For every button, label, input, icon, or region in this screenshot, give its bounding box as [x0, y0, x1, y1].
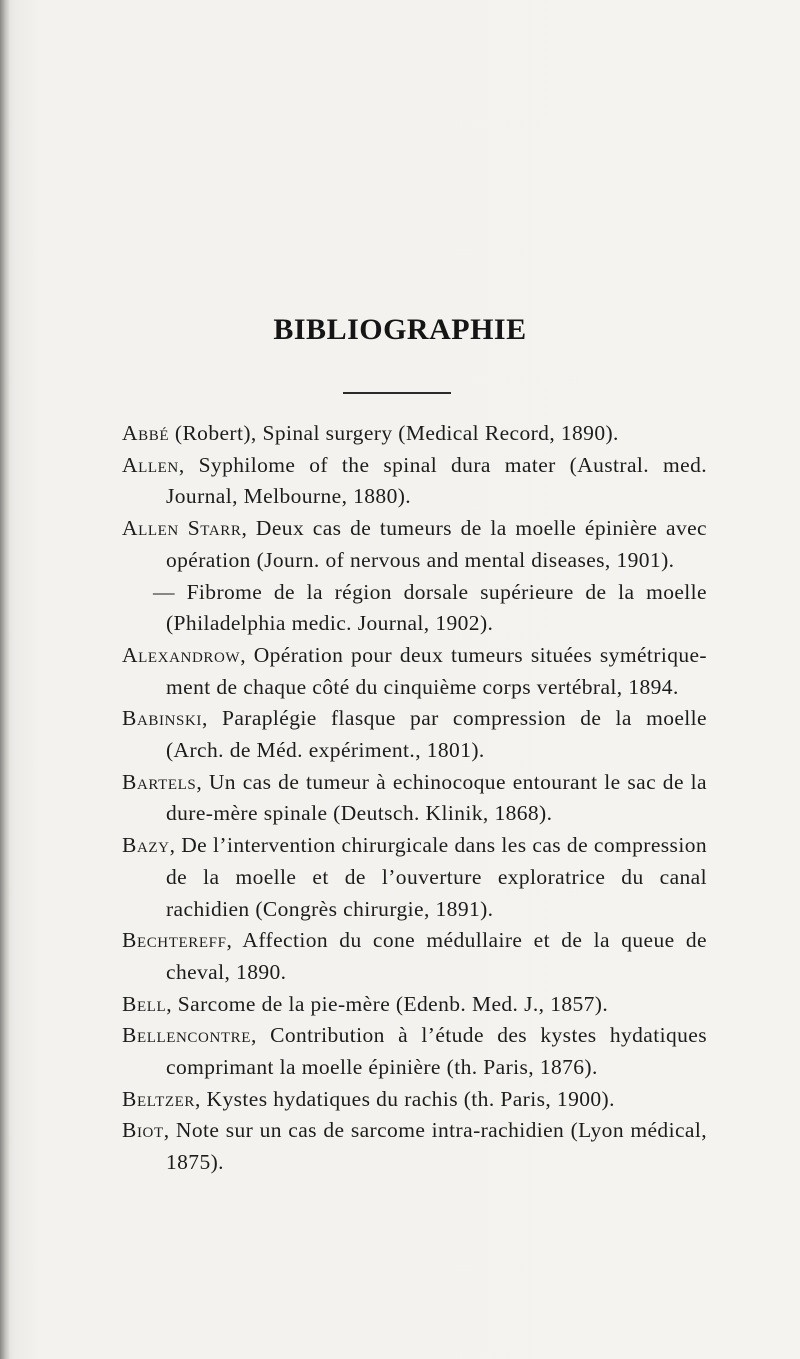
- entry-author: Bazy: [122, 833, 170, 858]
- bibliography-entry: [122, 577, 707, 640]
- entry-author: Bechtereff: [122, 928, 227, 953]
- entry-text: , Affection du cone médullaire et de la queue de cheval, 1890.: [166, 928, 707, 984]
- entry-text: , Un cas de tumeur à echinocoque entourant le sac de la dure-mère spinale (Deutsch. Klinik, 1868).: [166, 769, 707, 826]
- entry-author-dash: —: [153, 579, 175, 604]
- entry-author: Allen: [122, 452, 179, 477]
- bibliography-entry: [122, 418, 707, 450]
- bibliography-entry: [122, 513, 707, 576]
- bibliography-entry: [122, 640, 707, 703]
- entry-author: Allen Starr: [122, 516, 242, 541]
- entry-text: , Paraplégie flasque par compression de la moelle (Arch. de Méd. expériment., 1801).: [166, 706, 707, 763]
- entry-author: Abbé: [122, 421, 170, 445]
- entry-text: , Sarcome de la pie-mère (Edenb. Med. J., 1857).: [166, 991, 609, 1016]
- entry-text: , Syphilome of the spinal dura mater (Austral. med. Journal, Melbourne, 1880).: [166, 452, 707, 509]
- bibliography-entry: [122, 1115, 707, 1178]
- entry-author: Babinski: [122, 706, 202, 731]
- entry-author: Bartels: [122, 769, 197, 794]
- entry-author: Biot: [122, 1118, 164, 1143]
- entry-author: Alexandrow: [122, 642, 241, 667]
- bibliography-entry: [122, 767, 707, 830]
- bibliography-entry: [122, 989, 707, 1021]
- entry-text: , Note sur un cas de sarcome intra-rachidien (Lyon médical, 1875).: [163, 1118, 707, 1175]
- bibliography-entry: [122, 1020, 707, 1083]
- title-divider: [343, 392, 451, 394]
- bibliography-entry: [122, 925, 707, 988]
- entry-author: Bellencontre: [122, 1023, 252, 1048]
- bibliography-entry: [122, 703, 707, 766]
- entry-text: , Opération pour deux tumeurs situées symétrique-ment de chaque côté du cinquième corps vertébral, 1894.: [166, 642, 707, 699]
- bibliography-list: [122, 418, 707, 1179]
- entry-author: Beltzer: [122, 1086, 195, 1111]
- page-title: BIBLIOGRAPHIE: [273, 313, 527, 346]
- bibliography-entry: [122, 450, 707, 513]
- entry-text: Fibrome de la région dorsale supérieure de la moelle (Philadelphia medic. Journal, 1902).: [166, 579, 707, 636]
- bibliography-entry: [122, 830, 707, 925]
- entry-text: (Robert), Spinal surgery (Medical Record, 1890).: [169, 421, 619, 445]
- page-spine-shadow: [0, 0, 10, 1359]
- entry-author: Bell: [122, 991, 167, 1016]
- entry-text: , Deux cas de tumeurs de la moelle épinière avec opération (Journ. of nervous and mental diseases, 1901).: [166, 516, 707, 572]
- bibliography-entry: [122, 1084, 707, 1116]
- entry-text: , Contribution à l’étude des kystes hydatiques comprimant la moelle épinière (th. Paris, 1876).: [166, 1023, 707, 1080]
- entry-text: , De l’intervention chirurgicale dans les cas de compression de la moelle et de l’ouverture exploratrice du canal rachidien (Congrès chirurgie, 1891).: [166, 833, 707, 921]
- entry-text: , Kystes hydatiques du rachis (th. Paris, 1900).: [194, 1086, 615, 1111]
